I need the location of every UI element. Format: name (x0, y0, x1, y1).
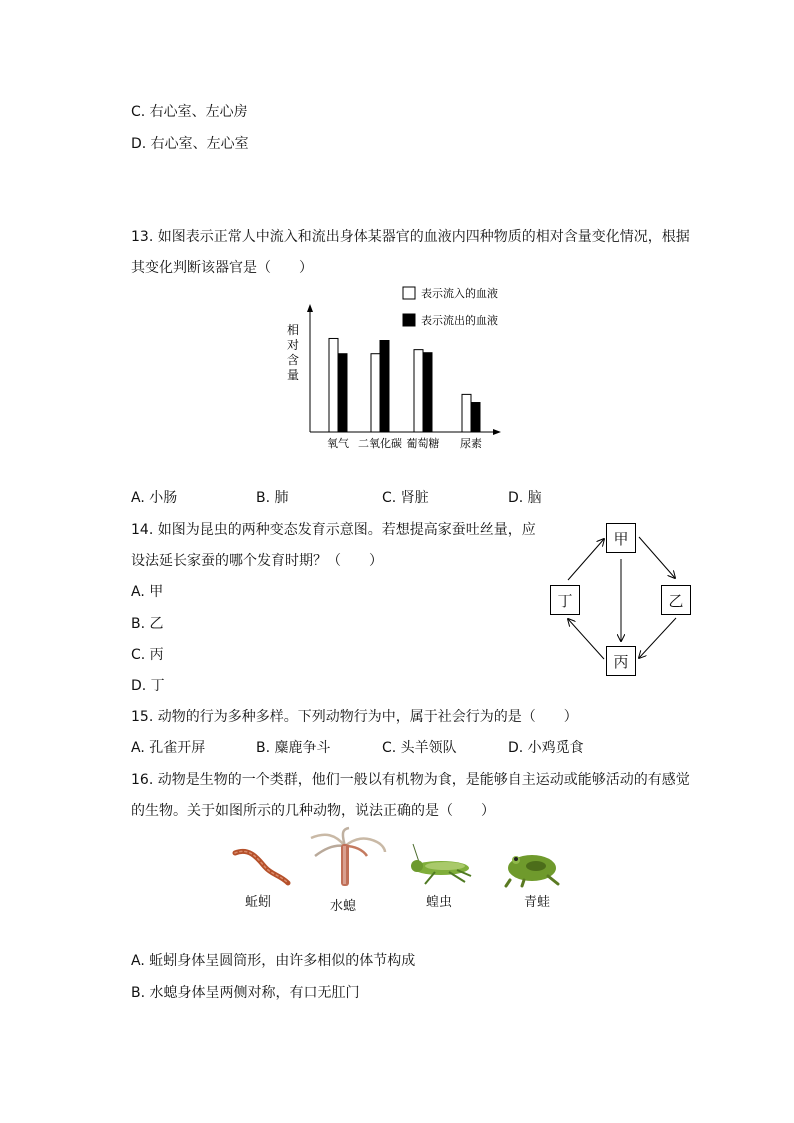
q16-option-b: B. 水螅身体呈两侧对称，有口无肛门 (131, 985, 360, 1001)
q16-option-a: A. 蚯蚓身体呈圆筒形，由许多相似的体节构成 (131, 953, 416, 969)
earthworm-image (230, 845, 295, 890)
q13-bar-chart (280, 280, 520, 455)
animal-label-earthworm: 蚯蚓 (245, 895, 272, 910)
bar-outflow-2 (423, 353, 432, 432)
y-label-char-0: 相 (286, 323, 300, 337)
stage-box-bing: 丙 (606, 646, 636, 676)
bar-inflow-1 (371, 354, 380, 432)
bar-outflow-0 (338, 354, 347, 432)
q13-stem-line2: 其变化判断该器官是（ ） (131, 260, 313, 276)
q15-option-a: A. 孔雀开屏 (131, 740, 206, 756)
q12-option-c: C. 右心室、左心房 (131, 104, 248, 120)
q13-option-a: A. 小肠 (131, 490, 178, 506)
q15-option-b: B. 麋鹿争斗 (256, 740, 331, 756)
y-label-char-1: 对 (286, 338, 300, 352)
q15-option-d: D. 小鸡觅食 (508, 740, 584, 756)
bar-inflow-3 (462, 394, 471, 432)
x-tick-label-1: 二氧化碳 (358, 437, 402, 450)
y-label-char-3: 量 (286, 368, 300, 382)
q12-option-d: D. 右心室、左心室 (131, 136, 249, 152)
legend-label-inflow: 表示流入的血液 (421, 287, 498, 300)
animal-label-grasshopper: 蝗虫 (426, 895, 453, 910)
bar-inflow-0 (329, 338, 338, 432)
y-axis-arrow (307, 304, 313, 312)
legend-swatch-outflow (403, 314, 415, 326)
y-axis-label (287, 322, 299, 382)
q13-option-c: C. 肾脏 (382, 490, 429, 506)
bar-outflow-1 (380, 341, 389, 433)
bar-inflow-2 (414, 350, 423, 432)
x-tick-label-3: 尿素 (460, 437, 482, 450)
x-tick-label-2: 葡萄糖 (406, 437, 440, 450)
q16-stem-line1: 16. 动物是生物的一个类群，他们一般以有机物为食，是能够自主运动或能够活动的有感觉 (131, 772, 690, 788)
stage-box-yi: 乙 (661, 585, 691, 615)
y-label-char-2: 含 (286, 353, 300, 367)
q14-option-a: A. 甲 (131, 584, 164, 600)
animal-label-frog: 青蛙 (524, 895, 551, 910)
x-axis-arrow (493, 429, 501, 435)
q14-stem-line1: 14. 如图为昆虫的两种变态发育示意图。若想提高家蚕吐丝量，应 (131, 522, 536, 538)
hydra-image (305, 826, 390, 891)
legend-swatch-inflow (403, 287, 415, 299)
q14-stem-line2: 设法延长家蚕的哪个发育时期？（ ） (131, 553, 383, 569)
q15-stem: 15. 动物的行为多种多样。下列动物行为中，属于社会行为的是（ ） (131, 709, 578, 725)
bar-outflow-3 (471, 403, 480, 432)
q16-stem-line2: 的生物。关于如图所示的几种动物，说法正确的是（ ） (131, 803, 495, 819)
q15-option-c: C. 头羊领队 (382, 740, 457, 756)
q13-option-d: D. 脑 (508, 490, 542, 506)
grasshopper-image (405, 842, 475, 887)
x-tick-label-0: 氧气 (327, 437, 349, 450)
q13-stem-line1: 13. 如图表示正常人中流入和流出身体某器官的血液内四种物质的相对含量变化情况，根据 (131, 229, 690, 245)
q14-option-d: D. 丁 (131, 678, 165, 694)
animal-label-hydra: 水螅 (330, 899, 357, 914)
legend-label-outflow: 表示流出的血液 (421, 314, 498, 327)
frog-image (502, 846, 562, 888)
q14-option-b: B. 乙 (131, 616, 164, 632)
stage-box-jia: 甲 (606, 523, 636, 553)
q13-option-b: B. 肺 (256, 490, 289, 506)
stage-box-ding: 丁 (550, 585, 580, 615)
q14-option-c: C. 丙 (131, 647, 164, 663)
